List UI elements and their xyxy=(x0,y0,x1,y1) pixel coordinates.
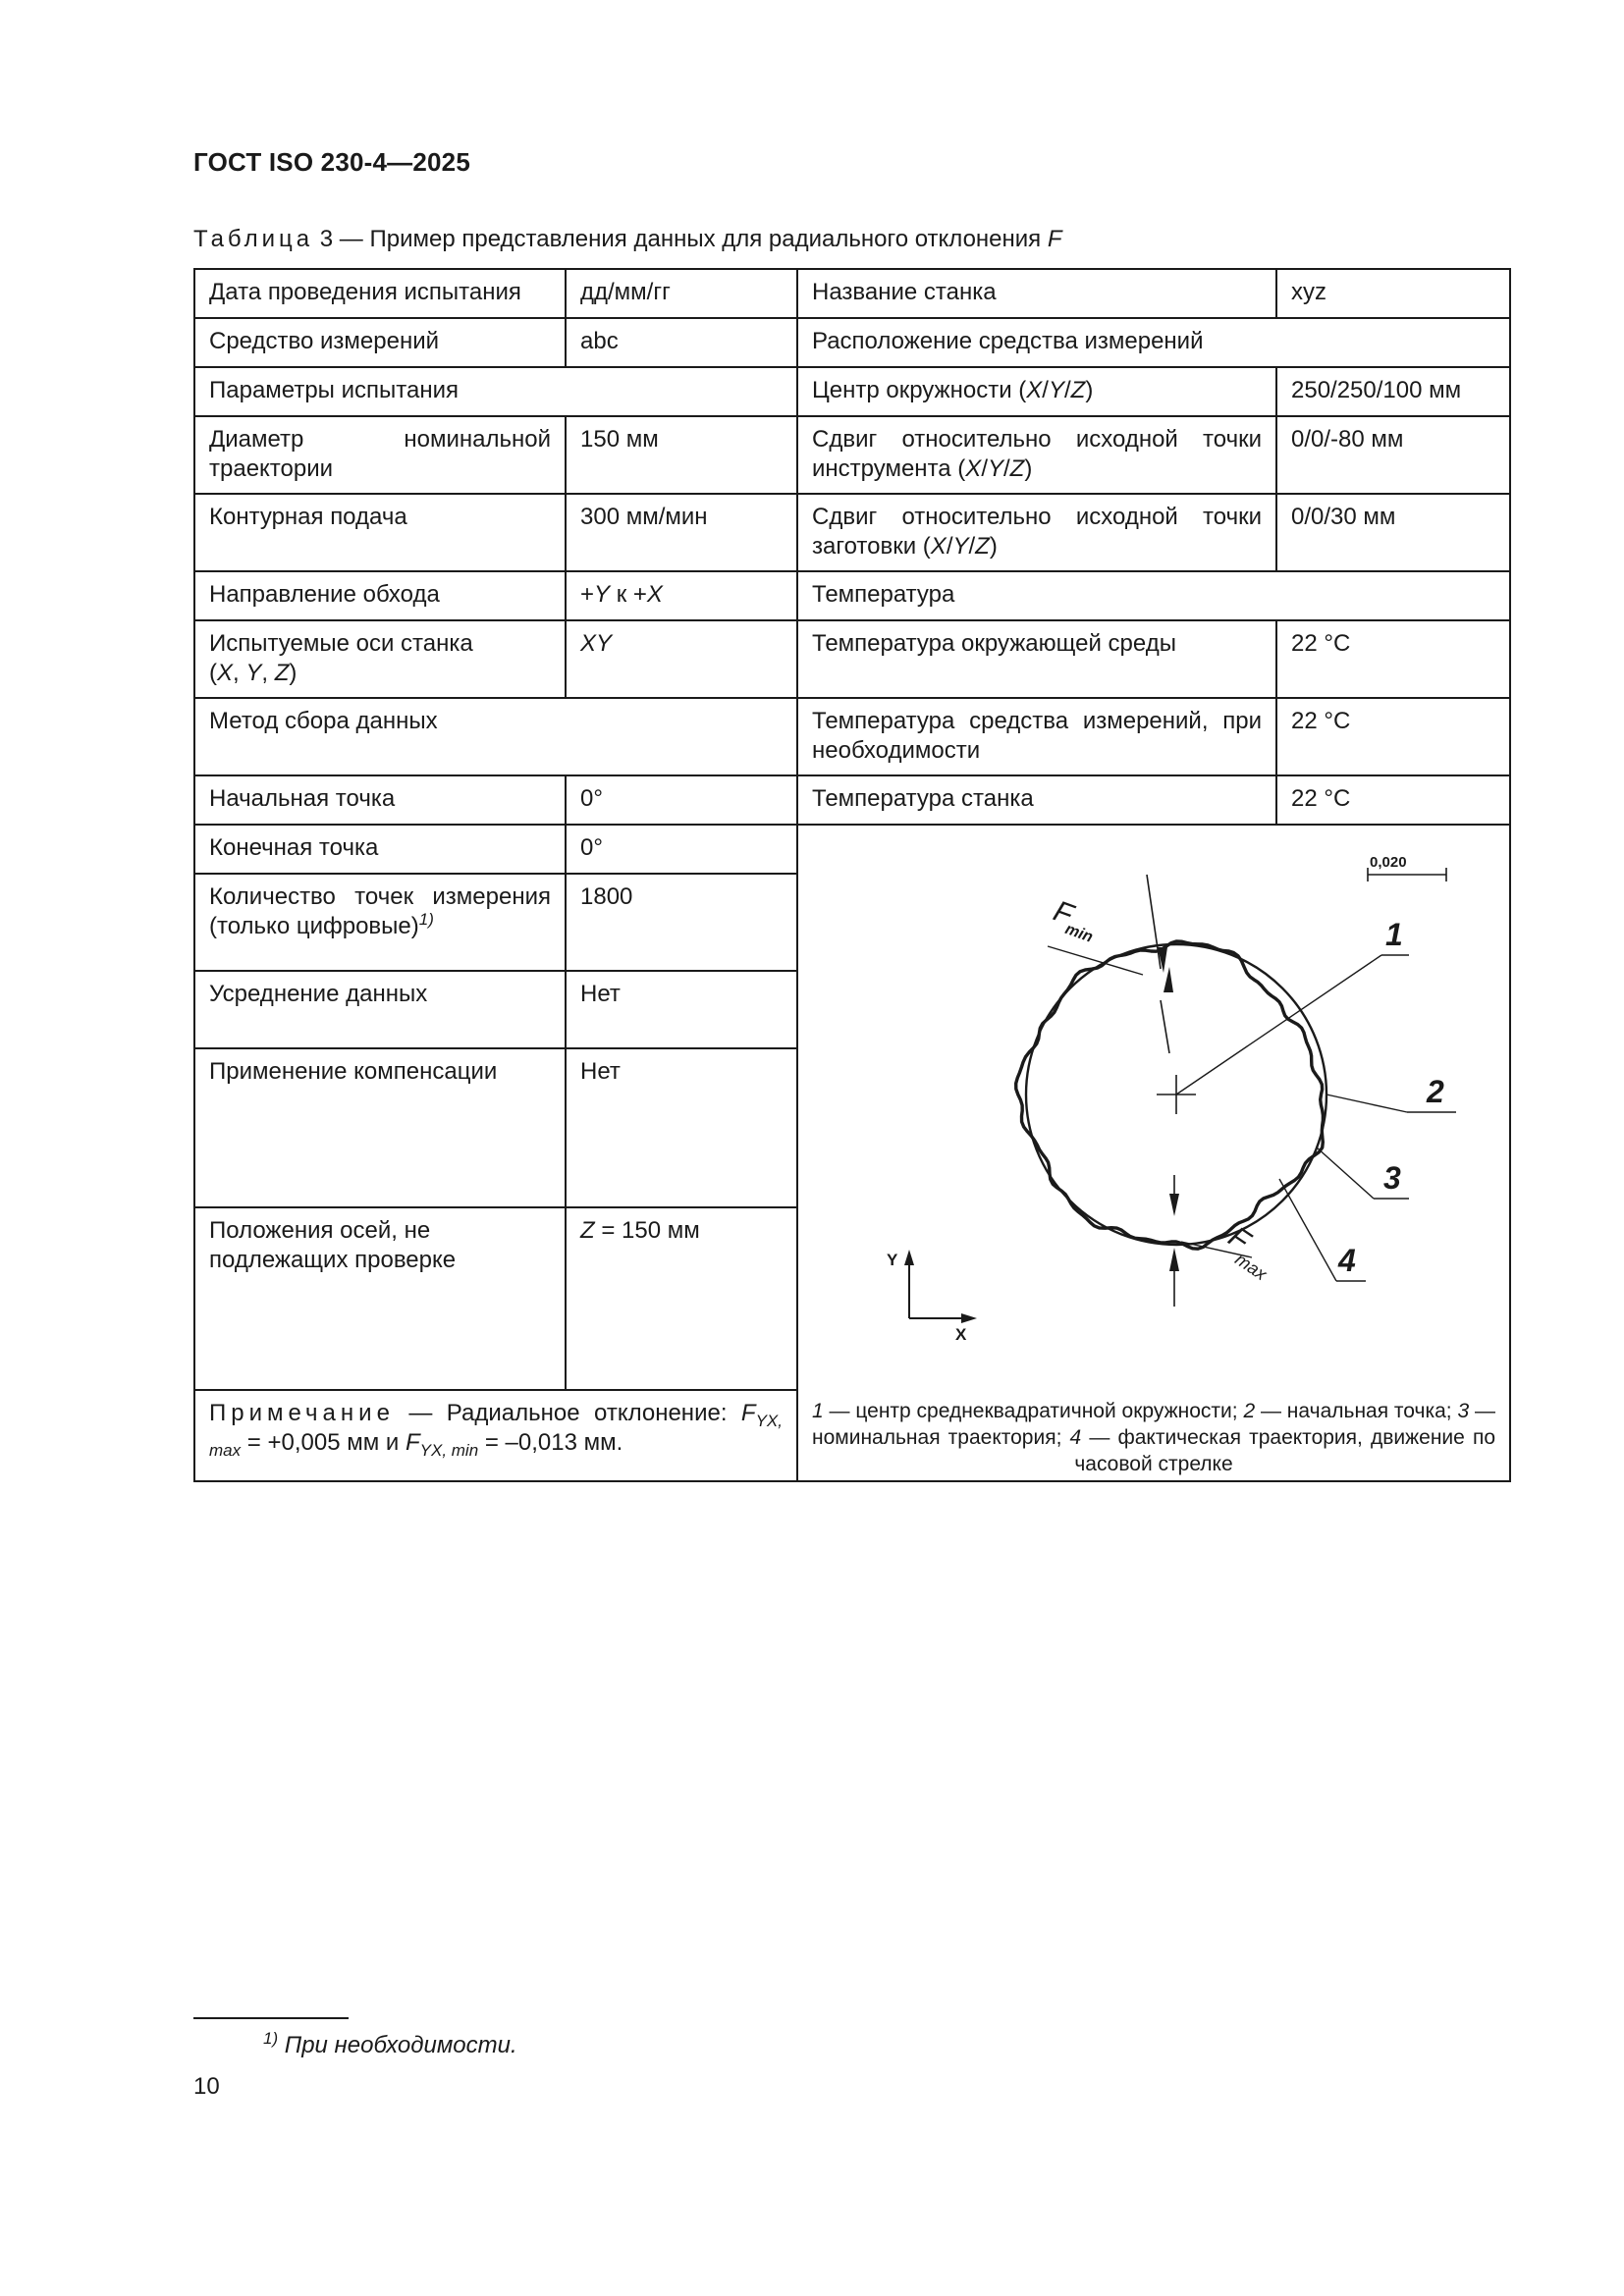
points-value: 1800 xyxy=(566,874,797,971)
direction-label: Направление обхода xyxy=(194,571,566,620)
ambient-temp-value: 22 °C xyxy=(1276,620,1510,698)
test-params-label: Параметры испытания xyxy=(194,367,797,416)
scale-bar-label: 0,020 xyxy=(1370,854,1407,871)
compensation-value: Нет xyxy=(566,1048,797,1207)
page-number: 10 xyxy=(193,2073,220,2100)
other-axes-label: Положения осей, не подлежащих проверке xyxy=(194,1207,566,1390)
callout-2-label: 2 xyxy=(1427,1074,1444,1109)
table-caption xyxy=(193,226,1062,253)
averaging-value: Нет xyxy=(566,971,797,1048)
caption-text: Пример представления данных для радиального отклонения xyxy=(369,226,1048,252)
points-label: Количество точек измерения (только цифровые)$^{1)}$ xyxy=(194,874,566,971)
direction-value: +Y к +X xyxy=(566,571,797,620)
machine-value: xyz xyxy=(1276,269,1510,318)
tool-offset-label: Сдвиг относительно исходной точки инструмента (X/Y/Z) xyxy=(797,416,1276,494)
workpiece-offset-value: 0/0/30 мм xyxy=(1276,494,1510,571)
callout-4-leader xyxy=(1279,1179,1336,1281)
date-label: Дата проведения испытания xyxy=(194,269,566,318)
document-header: ГОСТ ISO 230-4—2025 xyxy=(193,147,471,177)
instrument-location-label: Расположение средства измерений xyxy=(797,318,1510,367)
diameter-value: 150 мм xyxy=(566,416,797,494)
fmin-subscript: min xyxy=(1062,921,1096,946)
instrument-value: abc xyxy=(566,318,797,367)
caption-number: 3 xyxy=(319,226,334,252)
machine-temp-value: 22 °C xyxy=(1276,775,1510,825)
machine-temp-label: Температура станка xyxy=(797,775,1276,825)
fmax-subscript: max xyxy=(1231,1249,1271,1285)
caption-symbol: F xyxy=(1047,226,1062,252)
fmax-label: F xyxy=(1222,1220,1256,1258)
other-axes-value: Z = 150 мм xyxy=(566,1207,797,1390)
table-note: Примечание — Радиальное отклонение: $F_{YX, max} = +0,005$ мм и $F_{YX, min} = -0,013$ мм. xyxy=(194,1390,797,1481)
caption-label: Таблица xyxy=(193,226,314,252)
instrument-temp-label: Температура средства измерений, при необходимости xyxy=(797,698,1276,775)
feed-value: 300 мм/мин xyxy=(566,494,797,571)
y-axis-label: Y xyxy=(887,1251,898,1269)
tool-offset-value: 0/0/-80 мм xyxy=(1276,416,1510,494)
figure-cell xyxy=(797,825,1510,1481)
x-axis-arrowhead xyxy=(961,1313,977,1323)
callout-3-leader xyxy=(1317,1148,1374,1199)
temperature-label: Температура xyxy=(797,571,1510,620)
start-point-label: Начальная точка xyxy=(194,775,566,825)
end-point-value: 0° xyxy=(566,825,797,874)
y-axis-arrowhead xyxy=(904,1250,914,1265)
footnote: $^{1)}$ При необходимости. xyxy=(263,2029,517,2058)
fmax-arrowhead-up xyxy=(1169,1248,1179,1271)
test-data-table xyxy=(193,268,1511,1482)
x-axis-label: X xyxy=(955,1325,967,1344)
axes-label: Испытуемые оси станка (X, Y, Z) xyxy=(194,620,566,698)
fmin-arrowhead-up xyxy=(1164,967,1173,992)
fmin-leader xyxy=(1048,946,1143,975)
callout-4-label: 4 xyxy=(1338,1243,1356,1278)
callout-2-leader xyxy=(1326,1095,1407,1112)
figure-key: 1 — центр среднеквадратичной окружности; 2 — начальная точка; 3 — номинальная траектория; 4 — фактическая траектория, движение по часовой стрелке xyxy=(812,1400,1495,1475)
callout-3-label: 3 xyxy=(1383,1160,1401,1196)
fmin-arrow-shaft-top xyxy=(1147,875,1161,969)
averaging-label: Усреднение данных xyxy=(194,971,566,1048)
callout-1-leader xyxy=(1176,955,1381,1095)
circular-test-plot xyxy=(798,826,1511,1375)
workpiece-offset-label: Сдвиг относительно исходной точки заготовки (X/Y/Z) xyxy=(797,494,1276,571)
end-point-label: Конечная точка xyxy=(194,825,566,874)
machine-label: Название станка xyxy=(797,269,1276,318)
data-method-label: Метод сбора данных xyxy=(194,698,797,775)
instrument-temp-value: 22 °C xyxy=(1276,698,1510,775)
diameter-label: Диаметр номинальной траектории xyxy=(194,416,566,494)
compensation-label: Применение компенсации xyxy=(194,1048,566,1207)
caption-dash: — xyxy=(333,226,370,252)
fmin-arrow-shaft-bottom xyxy=(1161,1000,1169,1053)
fmax-arrowhead-down xyxy=(1169,1194,1179,1216)
start-point-value: 0° xyxy=(566,775,797,825)
callout-1-label: 1 xyxy=(1385,917,1403,952)
axes-value: XY xyxy=(566,620,797,698)
fmin-label: F xyxy=(1049,894,1078,932)
instrument-label: Средство измерений xyxy=(194,318,566,367)
circle-center-label: Центр окружности (X/Y/Z) xyxy=(797,367,1276,416)
feed-label: Контурная подача xyxy=(194,494,566,571)
date-value: дд/мм/гг xyxy=(566,269,797,318)
footnote-rule xyxy=(193,2017,349,2019)
circle-center-value: 250/250/100 мм xyxy=(1276,367,1510,416)
ambient-temp-label: Температура окружающей среды xyxy=(797,620,1276,698)
